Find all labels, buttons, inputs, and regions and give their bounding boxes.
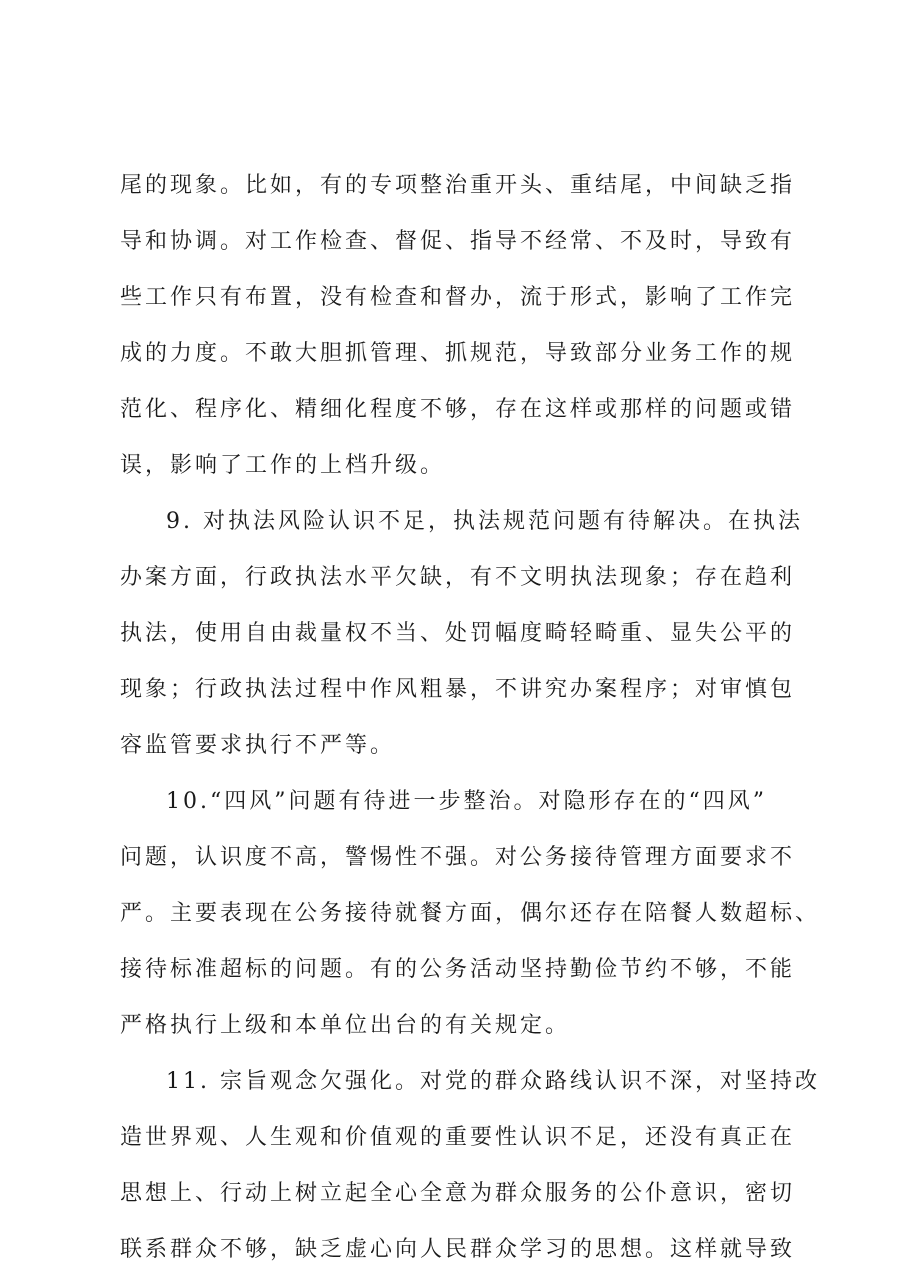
text-line: 严。主要表现在公务接待就餐方面，偶尔还存在陪餐人数超标、 xyxy=(120,901,821,926)
text-line: 造世界观、人生观和价值观的重要性认识不足，还没有真正在 xyxy=(120,1125,796,1150)
text-line: 容监管要求执行不严等。 xyxy=(120,733,396,758)
text-line: 范化、程序化、精细化程度不够，存在这样或那样的问题或错 xyxy=(120,397,796,422)
paragraph-9-first-line: 9. 对执法风险认识不足，执法规范问题有待解决。在执法 xyxy=(166,509,803,534)
text-line: 尾的现象。比如，有的专项整治重开头、重结尾，中间缺乏指 xyxy=(120,173,796,198)
text-line: 成的力度。不敢大胆抓管理、抓规范，导致部分业务工作的规 xyxy=(120,341,796,366)
text-line: 思想上、行动上树立起全心全意为群众服务的公仆意识，密切 xyxy=(120,1181,796,1206)
text-line: 些工作只有布置，没有检查和督办，流于形式，影响了工作完 xyxy=(120,285,796,310)
text-line: 导和协调。对工作检查、督促、指导不经常、不及时，导致有 xyxy=(120,229,796,254)
text-line: 执法，使用自由裁量权不当、处罚幅度畸轻畸重、显失公平的 xyxy=(120,621,796,646)
paragraph-11-first-line: 11. 宗旨观念欠强化。对党的群众路线认识不深，对坚持改 xyxy=(166,1069,820,1094)
text-line: 问题，认识度不高，警惕性不强。对公务接待管理方面要求不 xyxy=(120,845,796,870)
text-line: 办案方面，行政执法水平欠缺，有不文明执法现象；存在趋利 xyxy=(120,565,796,590)
paragraph-10-first-line: 10.“四风”问题有待进一步整治。对隐形存在的“四风” xyxy=(166,789,767,814)
text-line: 联系群众不够，缺乏虚心向人民群众学习的思想。这样就导致 xyxy=(120,1237,796,1262)
text-line: 误，影响了工作的上档升级。 xyxy=(120,453,446,478)
text-line: 现象；行政执法过程中作风粗暴，不讲究办案程序；对审慎包 xyxy=(120,677,796,702)
text-line: 严格执行上级和本单位出台的有关规定。 xyxy=(120,1013,571,1038)
text-line: 接待标准超标的问题。有的公务活动坚持勤俭节约不够，不能 xyxy=(120,957,796,982)
